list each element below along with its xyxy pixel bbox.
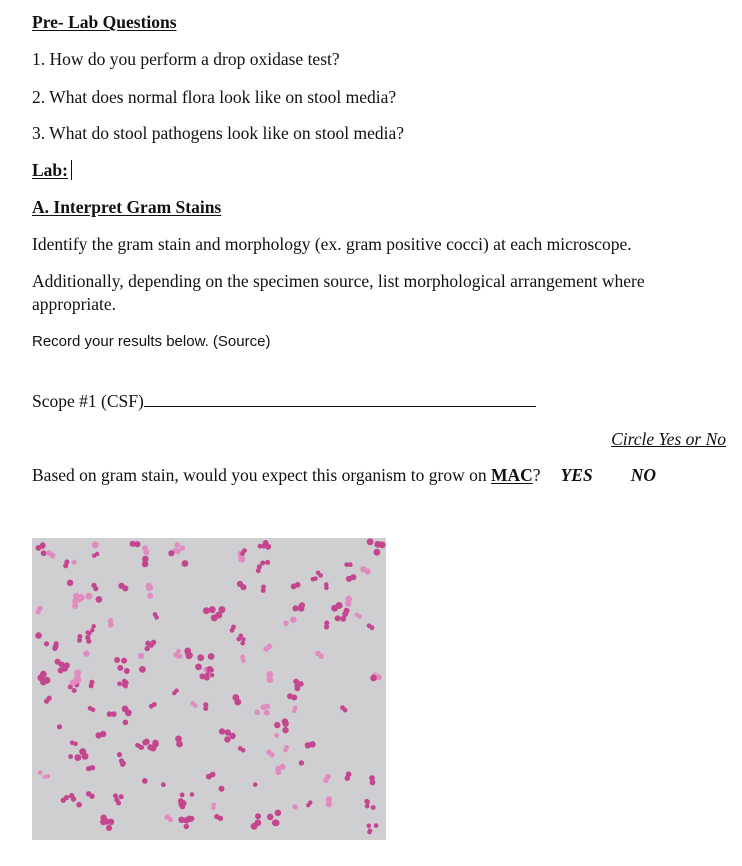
coccus-cell [260, 561, 265, 566]
coccus-cell [180, 793, 185, 798]
coccus-cell [92, 554, 96, 558]
coccus-cell [44, 677, 51, 684]
coccus-cell [61, 798, 66, 803]
coccus-cell [251, 823, 258, 830]
coccus-cell [89, 794, 94, 799]
coccus-cell [74, 677, 81, 684]
coccus-cell [218, 816, 223, 821]
coccus-cell [86, 766, 91, 771]
coccus-cell [267, 676, 274, 683]
coccus-cell [292, 804, 297, 809]
micrograph-image [32, 538, 386, 840]
instruction-identify: Identify the gram stain and morphology (ex. gram positive cocci) at each microscope. [32, 234, 632, 254]
gram-stain-micrograph [32, 538, 386, 840]
coccus-cell [87, 631, 91, 635]
coccus-cell [76, 802, 82, 808]
coccus-cell [92, 541, 99, 548]
coccus-cell [147, 744, 153, 750]
coccus-cell [86, 639, 91, 644]
coccus-cell [324, 624, 329, 629]
scope-1-label: Scope #1 (CSF) [32, 391, 144, 411]
coccus-cell [370, 625, 375, 630]
record-note: Record your results below. (Source) [32, 333, 271, 350]
coccus-cell [64, 662, 70, 668]
coccus-cell [142, 561, 149, 568]
coccus-cell [195, 664, 202, 671]
coccus-cell [57, 724, 62, 729]
coccus-cell [253, 782, 258, 787]
coccus-cell [73, 742, 78, 747]
coccus-cell [305, 742, 311, 748]
coccus-cell [77, 638, 82, 643]
yes-option[interactable]: YES [560, 465, 593, 485]
coccus-cell [240, 584, 246, 590]
coccus-cell [154, 615, 159, 620]
coccus-cell [282, 727, 288, 733]
coccus-cell [113, 793, 118, 798]
scope-1-row [32, 391, 536, 412]
coccus-cell [367, 830, 372, 835]
coccus-cell [86, 593, 93, 600]
coccus-cell [135, 743, 140, 748]
coccus-cell [89, 683, 94, 688]
coccus-cell [96, 596, 103, 603]
coccus-cell [188, 652, 193, 657]
coccus-cell [238, 556, 245, 563]
coccus-cell [36, 609, 41, 614]
coccus-cell [273, 820, 280, 827]
coccus-cell [206, 774, 212, 780]
coccus-cell [345, 775, 351, 781]
coccus-cell [161, 782, 166, 787]
coccus-cell [176, 741, 183, 748]
text-cursor [71, 160, 73, 180]
coccus-cell [184, 824, 189, 829]
instruction-arrangement: Additionally, depending on the specimen source, list morphological arrangement where appropriate. [32, 271, 645, 314]
coccus-cell [209, 606, 216, 613]
coccus-cell [241, 748, 246, 753]
coccus-cell [241, 637, 246, 642]
coccus-cell [364, 568, 370, 574]
coccus-cell [83, 650, 89, 656]
coccus-cell [38, 771, 42, 775]
coccus-cell [197, 654, 204, 661]
coccus-cell [142, 778, 148, 784]
coccus-cell [190, 792, 195, 797]
coccus-cell [193, 703, 198, 708]
mac-question-row [32, 465, 656, 486]
prelab-question-2: 2. What does normal flora look like on stool media? [32, 87, 397, 107]
coccus-cell [371, 805, 376, 810]
coccus-cell [348, 562, 353, 567]
coccus-cell [95, 732, 101, 738]
coccus-cell [210, 673, 214, 677]
coccus-cell [117, 681, 122, 686]
coccus-cell [364, 799, 369, 804]
coccus-cell [367, 538, 374, 545]
coccus-cell [370, 780, 376, 786]
coccus-cell [72, 560, 77, 565]
coccus-cell [203, 706, 208, 711]
scope-1-answer-blank[interactable] [144, 405, 536, 407]
coccus-cell [261, 588, 266, 593]
coccus-cell [208, 653, 215, 660]
coccus-cell [298, 604, 304, 610]
coccus-cell [144, 549, 150, 555]
coccus-cell [144, 739, 150, 745]
coccus-cell [345, 600, 351, 606]
coccus-cell [174, 542, 180, 548]
coccus-cell [134, 541, 140, 547]
coccus-cell [258, 544, 263, 549]
lab-heading-row [32, 160, 72, 181]
coccus-cell [117, 665, 123, 671]
coccus-cell [370, 675, 377, 682]
coccus-cell [265, 560, 270, 565]
coccus-cell [291, 695, 297, 701]
coccus-cell [299, 760, 304, 765]
prelab-question-1: 1. How do you perform a drop oxidase test? [32, 49, 340, 69]
section-a-heading: A. Interpret Gram Stains [32, 197, 222, 217]
prelab-heading: Pre- Lab Questions [32, 12, 177, 32]
coccus-cell [41, 550, 47, 556]
coccus-cell [274, 722, 280, 728]
coccus-cell [138, 653, 144, 659]
coccus-cell [224, 736, 230, 742]
coccus-cell [122, 585, 128, 591]
coccus-cell [274, 733, 279, 738]
coccus-cell [145, 641, 150, 646]
coccus-cell [117, 752, 122, 757]
coccus-cell [306, 803, 310, 807]
coccus-cell [72, 603, 78, 609]
coccus-cell [125, 709, 132, 716]
coccus-cell [179, 545, 185, 551]
coccus-cell [283, 748, 287, 752]
coccus-cell [313, 576, 318, 581]
coccus-cell [182, 801, 187, 806]
coccus-cell [340, 616, 346, 622]
coccus-cell [63, 563, 68, 568]
coccus-cell [43, 775, 47, 779]
coccus-cell [151, 640, 156, 645]
coccus-cell [290, 617, 296, 623]
coccus-cell [295, 686, 301, 692]
coccus-cell [343, 708, 348, 713]
coccus-cell [111, 711, 117, 717]
coccus-cell [256, 568, 261, 573]
coccus-cell [183, 817, 190, 824]
coccus-cell [114, 657, 120, 663]
coccus-cell [76, 596, 83, 603]
coccus-cell [240, 641, 245, 646]
coccus-cell [72, 688, 77, 693]
no-option[interactable]: NO [630, 465, 656, 485]
coccus-cell [146, 585, 152, 591]
coccus-cell [106, 825, 112, 831]
coccus-cell [261, 704, 267, 710]
coccus-cell [240, 551, 245, 556]
coccus-cell [53, 644, 58, 649]
coccus-cell [35, 632, 42, 639]
coccus-cell [211, 614, 218, 621]
coccus-cell [255, 813, 261, 819]
coccus-cell [67, 580, 73, 586]
lab-heading: Lab: [32, 160, 68, 180]
coccus-cell [358, 614, 363, 619]
coccus-cell [292, 709, 296, 713]
coccus-cell [91, 708, 96, 713]
coccus-cell [331, 605, 338, 612]
coccus-cell [275, 810, 282, 817]
coccus-cell [149, 704, 154, 709]
coccus-cell [206, 666, 213, 673]
coccus-cell [124, 668, 130, 674]
coccus-cell [82, 753, 89, 760]
coccus-cell [182, 560, 189, 567]
coccus-cell [291, 584, 297, 590]
coccus-cell [323, 777, 329, 783]
coccus-cell [267, 814, 274, 821]
coccus-cell [44, 699, 49, 704]
coccus-cell [168, 817, 173, 822]
coccus-cell [367, 824, 372, 829]
coccus-cell [318, 653, 324, 659]
coccus-cell [264, 710, 270, 716]
coccus-cell [346, 576, 352, 582]
coccus-cell [68, 754, 73, 759]
coccus-cell [108, 622, 114, 628]
coccus-cell [168, 550, 174, 556]
prelab-question-3: 3. What do stool pathogens look like on stool media? [32, 123, 404, 143]
coccus-cell [92, 624, 96, 628]
coccus-cell [203, 607, 210, 614]
coccus-cell [172, 691, 176, 695]
coccus-cell [145, 646, 150, 651]
coccus-cell [234, 699, 241, 706]
coccus-cell [293, 679, 299, 685]
coccus-cell [123, 720, 129, 726]
coccus-cell [93, 586, 98, 591]
coccus-cell [176, 649, 181, 654]
coccus-cell [103, 818, 109, 824]
coccus-cell [265, 544, 271, 550]
coccus-cell [335, 615, 341, 621]
coccus-cell [292, 605, 298, 611]
coccus-cell [50, 553, 56, 559]
coccus-cell [283, 621, 289, 627]
coccus-cell [71, 796, 76, 801]
coccus-cell [269, 752, 274, 757]
coccus-cell [263, 646, 269, 652]
coccus-cell [139, 666, 146, 673]
coccus-cell [122, 682, 127, 687]
coccus-cell [211, 806, 215, 810]
coccus-cell [40, 542, 46, 548]
coccus-cell [324, 586, 329, 591]
coccus-cell [205, 672, 209, 676]
coccus-cell [219, 728, 225, 734]
coccus-cell [326, 801, 332, 807]
coccus-cell [374, 823, 379, 828]
coccus-cell [219, 786, 225, 792]
coccus-cell [230, 628, 235, 633]
mac-question-mark: ? [532, 465, 541, 485]
coccus-cell [121, 658, 127, 664]
mac-question-text: Based on gram stain, would you expect this organism to grow on [32, 465, 491, 485]
coccus-cell [119, 794, 124, 799]
coccus-cell [44, 641, 49, 646]
coccus-cell [147, 593, 153, 599]
coccus-cell [374, 549, 381, 556]
coccus-cell [275, 766, 281, 772]
coccus-cell [74, 754, 81, 761]
coccus-cell [40, 671, 47, 678]
coccus-cell [254, 709, 260, 715]
coccus-cell [241, 658, 246, 663]
coccus-cell [283, 721, 289, 727]
coccus-cell [379, 542, 386, 549]
coccus-cell [316, 571, 321, 576]
mac-term: MAC [491, 465, 533, 485]
coccus-cell [119, 758, 124, 763]
coccus-cell [152, 740, 158, 746]
circle-note: Circle Yes or No [611, 429, 726, 449]
